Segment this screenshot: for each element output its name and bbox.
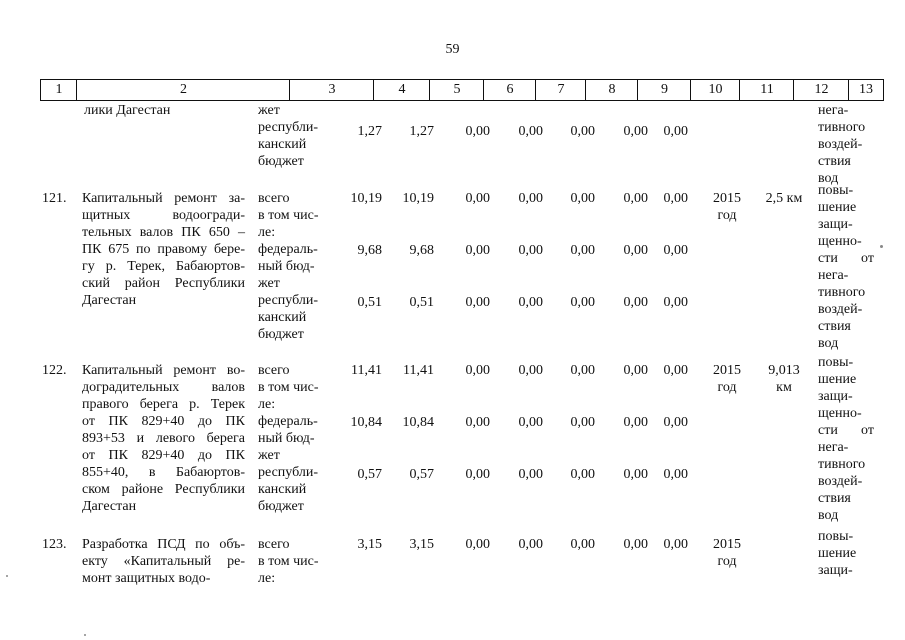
- value-cell: 0,00: [465, 467, 490, 482]
- funding-source: ле:: [258, 571, 276, 586]
- result-text: [818, 102, 874, 187]
- funding-source: ле:: [258, 225, 276, 240]
- funding-source: республи-: [258, 465, 318, 480]
- result-text-line: воздей-: [818, 137, 863, 152]
- value-cell: 0,00: [465, 363, 490, 378]
- value-cell: 1,27: [409, 124, 434, 139]
- event-name-line: тельных валов ПК 650 –: [82, 225, 245, 240]
- value-cell: 0,00: [663, 243, 688, 258]
- header-cell: 13: [848, 79, 884, 101]
- funding-source: ный бюд-: [258, 431, 315, 446]
- funding-source: ный бюд-: [258, 259, 315, 274]
- value-cell: 0,00: [663, 191, 688, 206]
- row-number: 122.: [42, 363, 67, 378]
- value-cell: 0,00: [623, 124, 648, 139]
- value-cell: 0,00: [623, 415, 648, 430]
- result-text-line: повы-: [818, 529, 854, 544]
- result-text-line: нега-: [818, 103, 849, 118]
- result-text-line: шение: [818, 372, 857, 387]
- value-cell: 0,00: [570, 537, 595, 552]
- scan-speck: [84, 634, 86, 636]
- value-cell: 0,00: [518, 295, 543, 310]
- table-header-row: [40, 79, 882, 101]
- header-cell: 11: [739, 79, 794, 101]
- result-text-line: вод: [818, 171, 839, 186]
- funding-source: в том чис-: [258, 554, 319, 569]
- event-name-line: доградительных валов: [82, 380, 245, 395]
- value-cell: 0,00: [623, 295, 648, 310]
- page-number: 59: [445, 42, 460, 57]
- value-cell: 0,00: [518, 191, 543, 206]
- value-cell: 0,00: [663, 124, 688, 139]
- result-text-line: сти от: [818, 251, 874, 266]
- value-cell: 0,00: [570, 243, 595, 258]
- result-text-line: тивного: [818, 457, 866, 472]
- value-cell: 0,00: [570, 363, 595, 378]
- value-cell: 0,00: [570, 415, 595, 430]
- result-text-line: тивного: [818, 285, 866, 300]
- event-name-line: Капитальный ремонт во-: [82, 363, 245, 378]
- result-text-line: ствия: [818, 154, 851, 169]
- result-text-line: защи-: [818, 389, 853, 404]
- year-cell: год: [717, 554, 737, 569]
- value-cell: 9,68: [409, 243, 434, 258]
- funding-source: бюджет: [258, 327, 304, 342]
- funding-source: в том чис-: [258, 380, 319, 395]
- event-name-line: ский район Республики: [82, 276, 245, 291]
- funding-source: жет: [258, 448, 280, 463]
- result-text-line: ствия: [818, 319, 851, 334]
- funding-source: республи-: [258, 293, 318, 308]
- funding-source: всего: [258, 191, 290, 206]
- value-cell: 0,00: [465, 124, 490, 139]
- value-cell: 3,15: [357, 537, 382, 552]
- header-cell: 4: [373, 79, 430, 101]
- header-cell: 1: [40, 79, 77, 101]
- event-name-line: правого берега р. Терек: [82, 397, 245, 412]
- result-text-line: воздей-: [818, 302, 863, 317]
- result-text: [818, 528, 874, 579]
- value-cell: 0,00: [663, 415, 688, 430]
- result-text-line: сти от: [818, 423, 874, 438]
- event-name-line: Дагестан: [82, 499, 137, 514]
- funding-source: канский: [258, 310, 307, 325]
- event-name-line: от ПК 829+40 до ПК: [82, 414, 245, 429]
- value-cell: 0,00: [663, 467, 688, 482]
- funding-source: ле:: [258, 397, 276, 412]
- funding-source: жет: [258, 276, 280, 291]
- event-name-line: Капитальный ремонт за-: [82, 191, 245, 206]
- header-cell: 8: [585, 79, 638, 101]
- event-name-line: Дагестан: [82, 293, 137, 308]
- value-cell: 0,00: [663, 363, 688, 378]
- value-cell: 0,00: [570, 467, 595, 482]
- funding-source: федераль-: [258, 414, 318, 429]
- row-number: 121.: [42, 191, 67, 206]
- value-cell: 0,00: [465, 191, 490, 206]
- event-name-line: гу р. Терек, Бабаюртов-: [82, 259, 245, 274]
- value-cell: 10,19: [350, 191, 382, 206]
- length-cell: км: [776, 380, 792, 395]
- value-cell: 0,00: [518, 467, 543, 482]
- event-name-line: щитных водоогради-: [82, 208, 245, 223]
- result-text-line: защи-: [818, 563, 853, 578]
- year-cell: год: [717, 380, 737, 395]
- row-number: 123.: [42, 537, 67, 552]
- value-cell: 10,84: [350, 415, 382, 430]
- value-cell: 0,00: [623, 243, 648, 258]
- length-cell: 9,013: [768, 363, 800, 378]
- header-cell: 5: [429, 79, 484, 101]
- event-name-line: ском районе Республики: [82, 482, 245, 497]
- year-cell: 2015: [713, 537, 741, 552]
- funding-source: канский: [258, 137, 307, 152]
- value-cell: 0,00: [518, 537, 543, 552]
- value-cell: 0,00: [623, 537, 648, 552]
- event-name-line: от ПК 829+40 до ПК: [82, 448, 245, 463]
- result-text-line: вод: [818, 508, 839, 523]
- header-cell: 9: [637, 79, 691, 101]
- event-name: [82, 536, 245, 587]
- result-text: [818, 182, 874, 352]
- value-cell: 0,00: [663, 295, 688, 310]
- event-name-line: 855+40, в Бабаюртов-: [82, 465, 245, 480]
- value-cell: 0,00: [465, 295, 490, 310]
- result-text-line: нега-: [818, 268, 849, 283]
- year-cell: 2015: [713, 191, 741, 206]
- value-cell: 11,41: [403, 363, 434, 378]
- result-text-line: нега-: [818, 440, 849, 455]
- value-cell: 1,27: [357, 124, 382, 139]
- result-text-line: ствия: [818, 491, 851, 506]
- value-cell: 9,68: [357, 243, 382, 258]
- value-cell: 0,00: [623, 191, 648, 206]
- scan-speck: [880, 245, 883, 248]
- value-cell: 0,00: [570, 124, 595, 139]
- header-cell: 12: [793, 79, 849, 101]
- year-cell: год: [717, 208, 737, 223]
- value-cell: 10,19: [402, 191, 434, 206]
- result-text-line: шение: [818, 200, 857, 215]
- funding-source: всего: [258, 537, 290, 552]
- value-cell: 0,00: [623, 363, 648, 378]
- value-cell: 0,00: [623, 467, 648, 482]
- result-text-line: тивного: [818, 120, 866, 135]
- value-cell: 3,15: [409, 537, 434, 552]
- value-cell: 0,00: [518, 363, 543, 378]
- result-text-line: щенно-: [818, 234, 862, 249]
- result-text-line: щенно-: [818, 406, 862, 421]
- value-cell: 0,00: [518, 243, 543, 258]
- funding-source: республи-: [258, 120, 318, 135]
- header-cell: 7: [535, 79, 586, 101]
- result-text-line: воздей-: [818, 474, 863, 489]
- event-name-line: екту «Капитальный ре-: [82, 554, 245, 569]
- funding-source: канский: [258, 482, 307, 497]
- event-name-line: ПК 675 по правому бере-: [82, 242, 245, 257]
- value-cell: 0,00: [518, 124, 543, 139]
- funding-source: в том чис-: [258, 208, 319, 223]
- result-text: [818, 354, 874, 524]
- value-cell: 0,00: [570, 295, 595, 310]
- funding-source: бюджет: [258, 154, 304, 169]
- event-name-line: 893+53 и левого берега: [82, 431, 245, 446]
- event-name: [82, 190, 245, 309]
- result-text-line: повы-: [818, 355, 854, 370]
- value-cell: 0,57: [357, 467, 382, 482]
- name-continuation: лики Дагестан: [84, 103, 171, 118]
- event-name: [82, 362, 245, 515]
- header-cell: 3: [289, 79, 374, 101]
- funding-source: федераль-: [258, 242, 318, 257]
- value-cell: 0,00: [465, 537, 490, 552]
- result-text-line: вод: [818, 336, 839, 351]
- length-cell: 2,5 км: [765, 191, 803, 206]
- header-cell: 10: [690, 79, 740, 101]
- value-cell: 0,00: [570, 191, 595, 206]
- header-cell: 2: [76, 79, 290, 101]
- value-cell: 11,41: [351, 363, 382, 378]
- value-cell: 0,57: [409, 467, 434, 482]
- event-name-line: Разработка ПСД по объ-: [82, 537, 245, 552]
- value-cell: 0,00: [465, 415, 490, 430]
- scan-speck: [6, 575, 8, 577]
- value-cell: 0,51: [409, 295, 434, 310]
- year-cell: 2015: [713, 363, 741, 378]
- funding-source: жет: [258, 103, 280, 118]
- result-text-line: шение: [818, 546, 857, 561]
- value-cell: 0,00: [465, 243, 490, 258]
- event-name-line: монт защитных водо-: [82, 571, 211, 586]
- funding-source: всего: [258, 363, 290, 378]
- value-cell: 0,00: [518, 415, 543, 430]
- result-text-line: защи-: [818, 217, 853, 232]
- result-text-line: повы-: [818, 183, 854, 198]
- header-cell: 6: [483, 79, 536, 101]
- funding-source: бюджет: [258, 499, 304, 514]
- value-cell: 0,51: [357, 295, 382, 310]
- value-cell: 10,84: [402, 415, 434, 430]
- value-cell: 0,00: [663, 537, 688, 552]
